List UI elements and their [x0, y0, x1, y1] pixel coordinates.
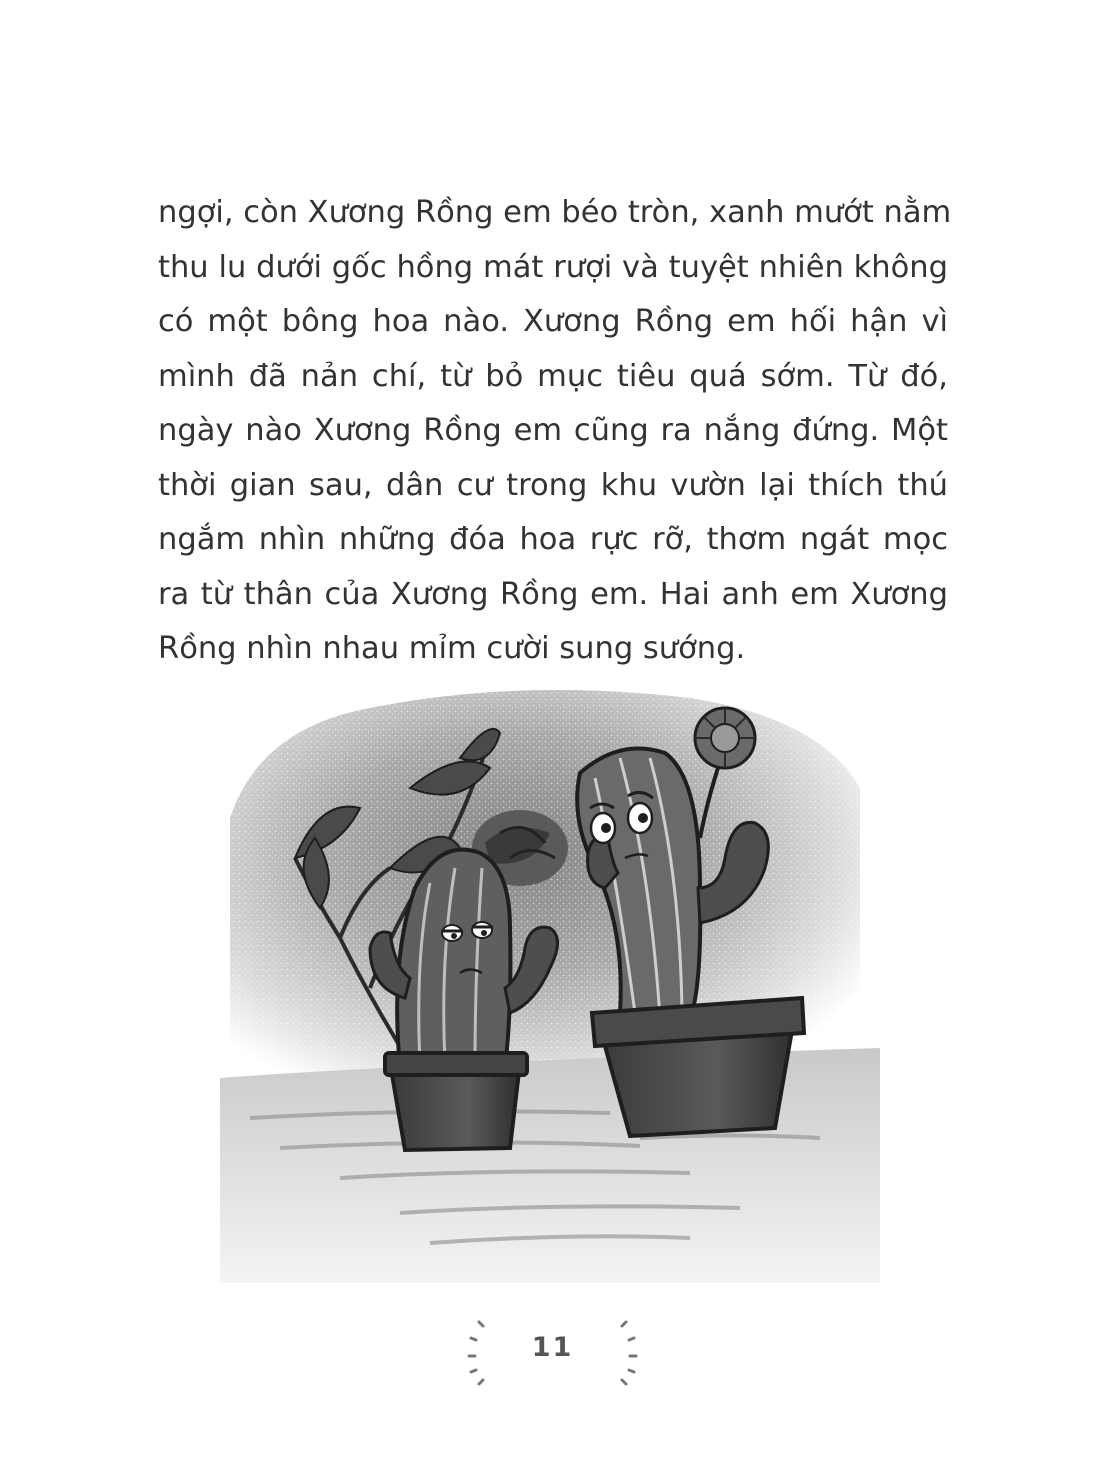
story-line: Rồng nhìn nhau mỉm cười sung sướng. [158, 631, 746, 666]
story-line: ra từ thân của Xương Rồng em. Hai anh em Xương [158, 576, 948, 612]
page-number: 11 [531, 1332, 574, 1363]
story-line: ngắm nhìn những đóa hoa rực rỡ, thơm ngát mọc [158, 522, 948, 557]
cactus-illustration [220, 668, 880, 1283]
right-pot [592, 998, 804, 1136]
left-pot [385, 1053, 527, 1150]
story-line: thu lu dưới gốc hồng mát rượi và tuyệt nhiên không [158, 249, 948, 285]
story-paragraph [158, 186, 952, 677]
story-line: ngợi, còn Xương Rồng em béo tròn, xanh mướt nằm [158, 195, 952, 230]
right-sparkle-icon [610, 1316, 640, 1388]
story-line: ngày nào Xương Rồng em cũng ra nắng đứng. Một [158, 413, 948, 448]
story-line: có một bông hoa nào. Xương Rồng em hối hận vì [158, 304, 948, 339]
story-line: thời gian sau, dân cư trong khu vườn lại thích thú [158, 467, 948, 503]
page-number-block [465, 1316, 640, 1388]
story-line: mình đã nản chí, từ bỏ mục tiêu quá sớm. Từ đó, [158, 358, 948, 394]
